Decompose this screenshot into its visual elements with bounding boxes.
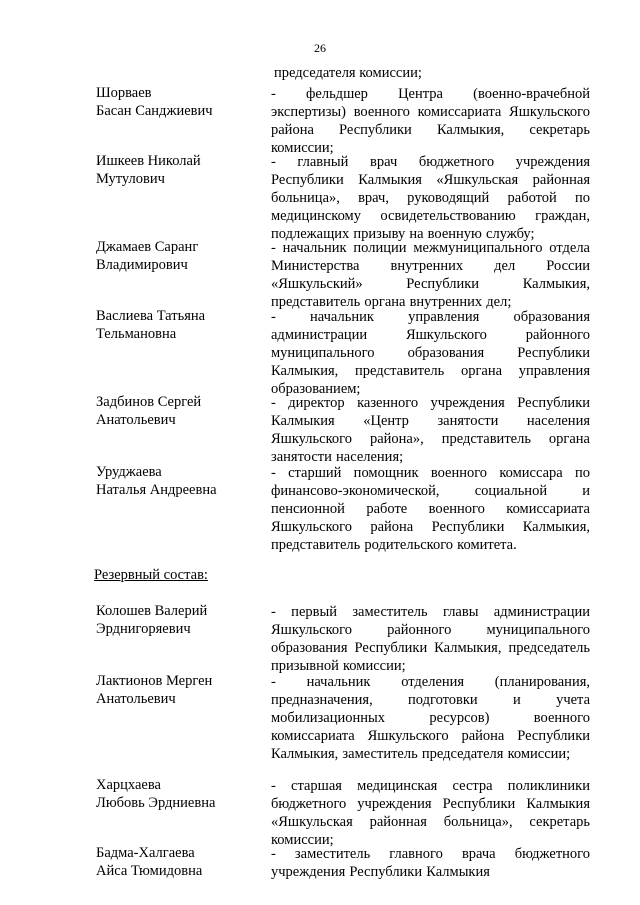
member-name-line2: Наталья Андреевна [96, 481, 217, 498]
member-name [96, 85, 266, 120]
member-description: - первый заместитель главы администрации Яшкульского районного муниципального образования Республики Калмыкия, председатель призывной комиссии; [271, 604, 590, 674]
member-name [96, 603, 266, 638]
member-description: - старшая медицинская сестра поликлиники бюджетного учреждения Республики Калмыкия «Яшкульская районная больница», секретарь комиссии; [271, 778, 590, 848]
member-description: - старший помощник военного комиссара по финансово-экономической, социальной и пенсионной работе военного комиссариата Яшкульского района Республики Калмыкия, представитель родительского комитета. [271, 465, 590, 553]
member-name [96, 464, 266, 499]
lead-text: председателя комиссии; [274, 65, 422, 81]
member-name [96, 777, 266, 812]
member-name-line2: Айса Тюмидовна [96, 862, 203, 879]
member-name-line1: Харцхаева [96, 777, 161, 793]
member-description: - директор казенного учреждения Республики Калмыкия «Центр занятости населения Яшкульского района», представитель органа занятости населения; [271, 395, 590, 465]
member-name-line2: Анатольевич [96, 411, 176, 428]
member-name-line2: Анатольевич [96, 690, 176, 707]
member-name-line2: Владимирович [96, 256, 188, 273]
member-description: - заместитель главного врача бюджетного учреждения Республики Калмыкия [271, 846, 590, 880]
member-name [96, 845, 266, 880]
page-number: 26 [314, 41, 326, 55]
member-name-line1: Задбинов Сергей [96, 394, 202, 410]
member-name-line2: Эрднигоряевич [96, 620, 191, 637]
member-name-line1: Колошев Валерий [96, 603, 208, 619]
member-name [96, 153, 266, 188]
reserve-heading: Резервный состав: [94, 567, 208, 583]
member-description: - главный врач бюджетного учреждения Республики Калмыкия «Яшкульская районная больница», врач, руководящий работой по медицинскому освидетельствованию граждан, подлежащих призыву на военную службу; [271, 154, 590, 242]
member-name-line2: Мутулович [96, 170, 165, 187]
member-name-line1: Васлиева Татьяна [96, 308, 206, 324]
member-description: - начальник отделения (планирования, предназначения, подготовки и учета мобилизационных ресурсов) военного комиссариата Яшкульского района Республики Калмыкия, заместитель председателя комиссии; [271, 674, 590, 762]
member-name [96, 308, 266, 343]
member-name-line1: Уруджаева [96, 464, 162, 480]
member-description: - фельдшер Центра (военно-врачебной экспертизы) военного комиссариата Яшкульского района Республики Калмыкия, секретарь комиссии; [271, 86, 590, 156]
member-name-line1: Джамаев Саранг [96, 239, 199, 255]
member-description: - начальник полиции межмуниципального отдела Министерства внутренних дел России «Яшкульский» Республики Калмыкия, представитель органа внутренних дел; [271, 240, 590, 310]
member-description: - начальник управления образования администрации Яшкульского районного муниципального образования Республики Калмыкия, представитель органа управления образованием; [271, 309, 590, 397]
member-name-line1: Шорваев [96, 85, 152, 101]
member-name-line1: Лактионов Мерген [96, 673, 213, 689]
member-name-line2: Любовь Эрдниевна [96, 794, 216, 811]
member-name [96, 673, 266, 708]
member-name-line2: Басан Санджиевич [96, 102, 213, 119]
member-name-line1: Ишкеев Николай [96, 153, 201, 169]
member-name-line1: Бадма-Халгаева [96, 845, 195, 861]
member-name-line2: Тельмановна [96, 325, 177, 342]
member-name [96, 239, 266, 274]
member-name [96, 394, 266, 429]
